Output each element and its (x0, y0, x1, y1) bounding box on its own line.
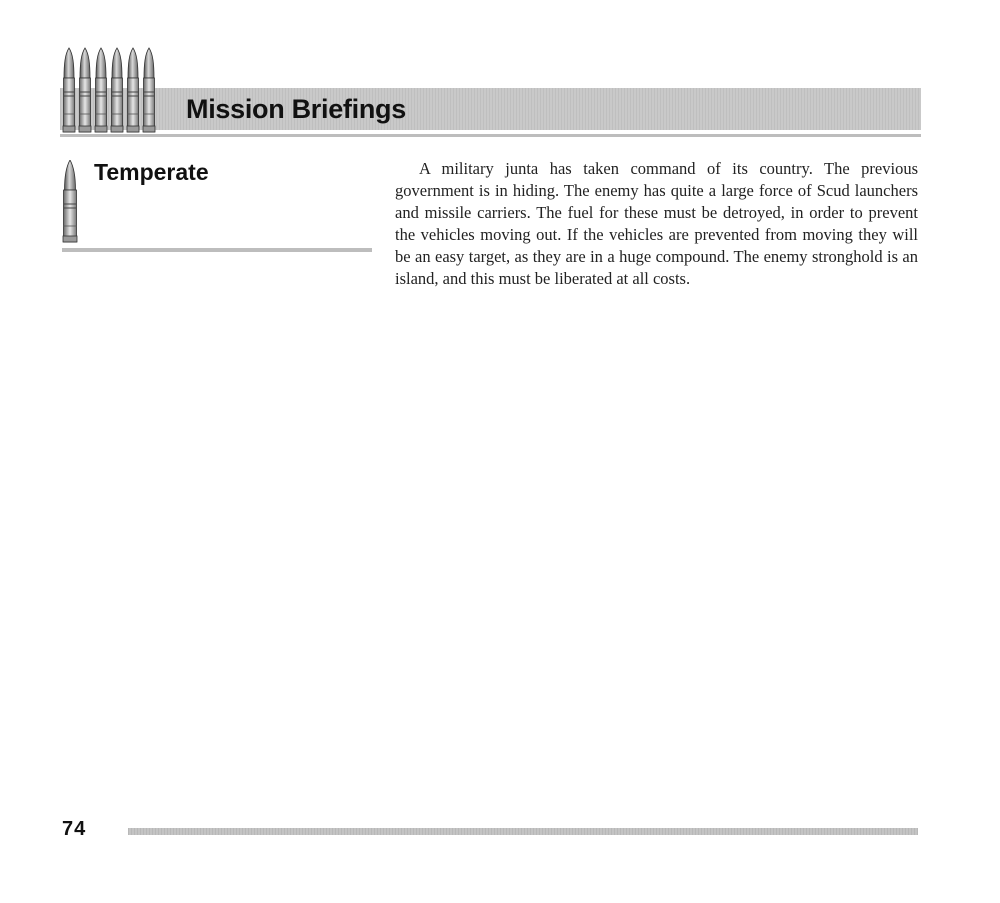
section-rule (62, 248, 372, 252)
page-number: 74 (62, 818, 87, 840)
bullet-icon (60, 160, 80, 244)
section-heading: Temperate (94, 159, 209, 185)
briefing-text: A military junta has taken command of its country. The previous government is in hiding. The enemy has quite a large force of Scud launchers and missile carriers. The fuel for these must be detroyed, in order to prevent the vehicles moving out. If the vehicles are prevented from moving they will be an easy target, as they are in a huge compound. The enemy stronghold is an island, and this must be liberated at all costs. (395, 159, 918, 288)
footer-rule (128, 828, 918, 835)
page-title: Mission Briefings (186, 94, 406, 124)
header-rule (60, 134, 921, 137)
bullets-icon (60, 46, 160, 134)
